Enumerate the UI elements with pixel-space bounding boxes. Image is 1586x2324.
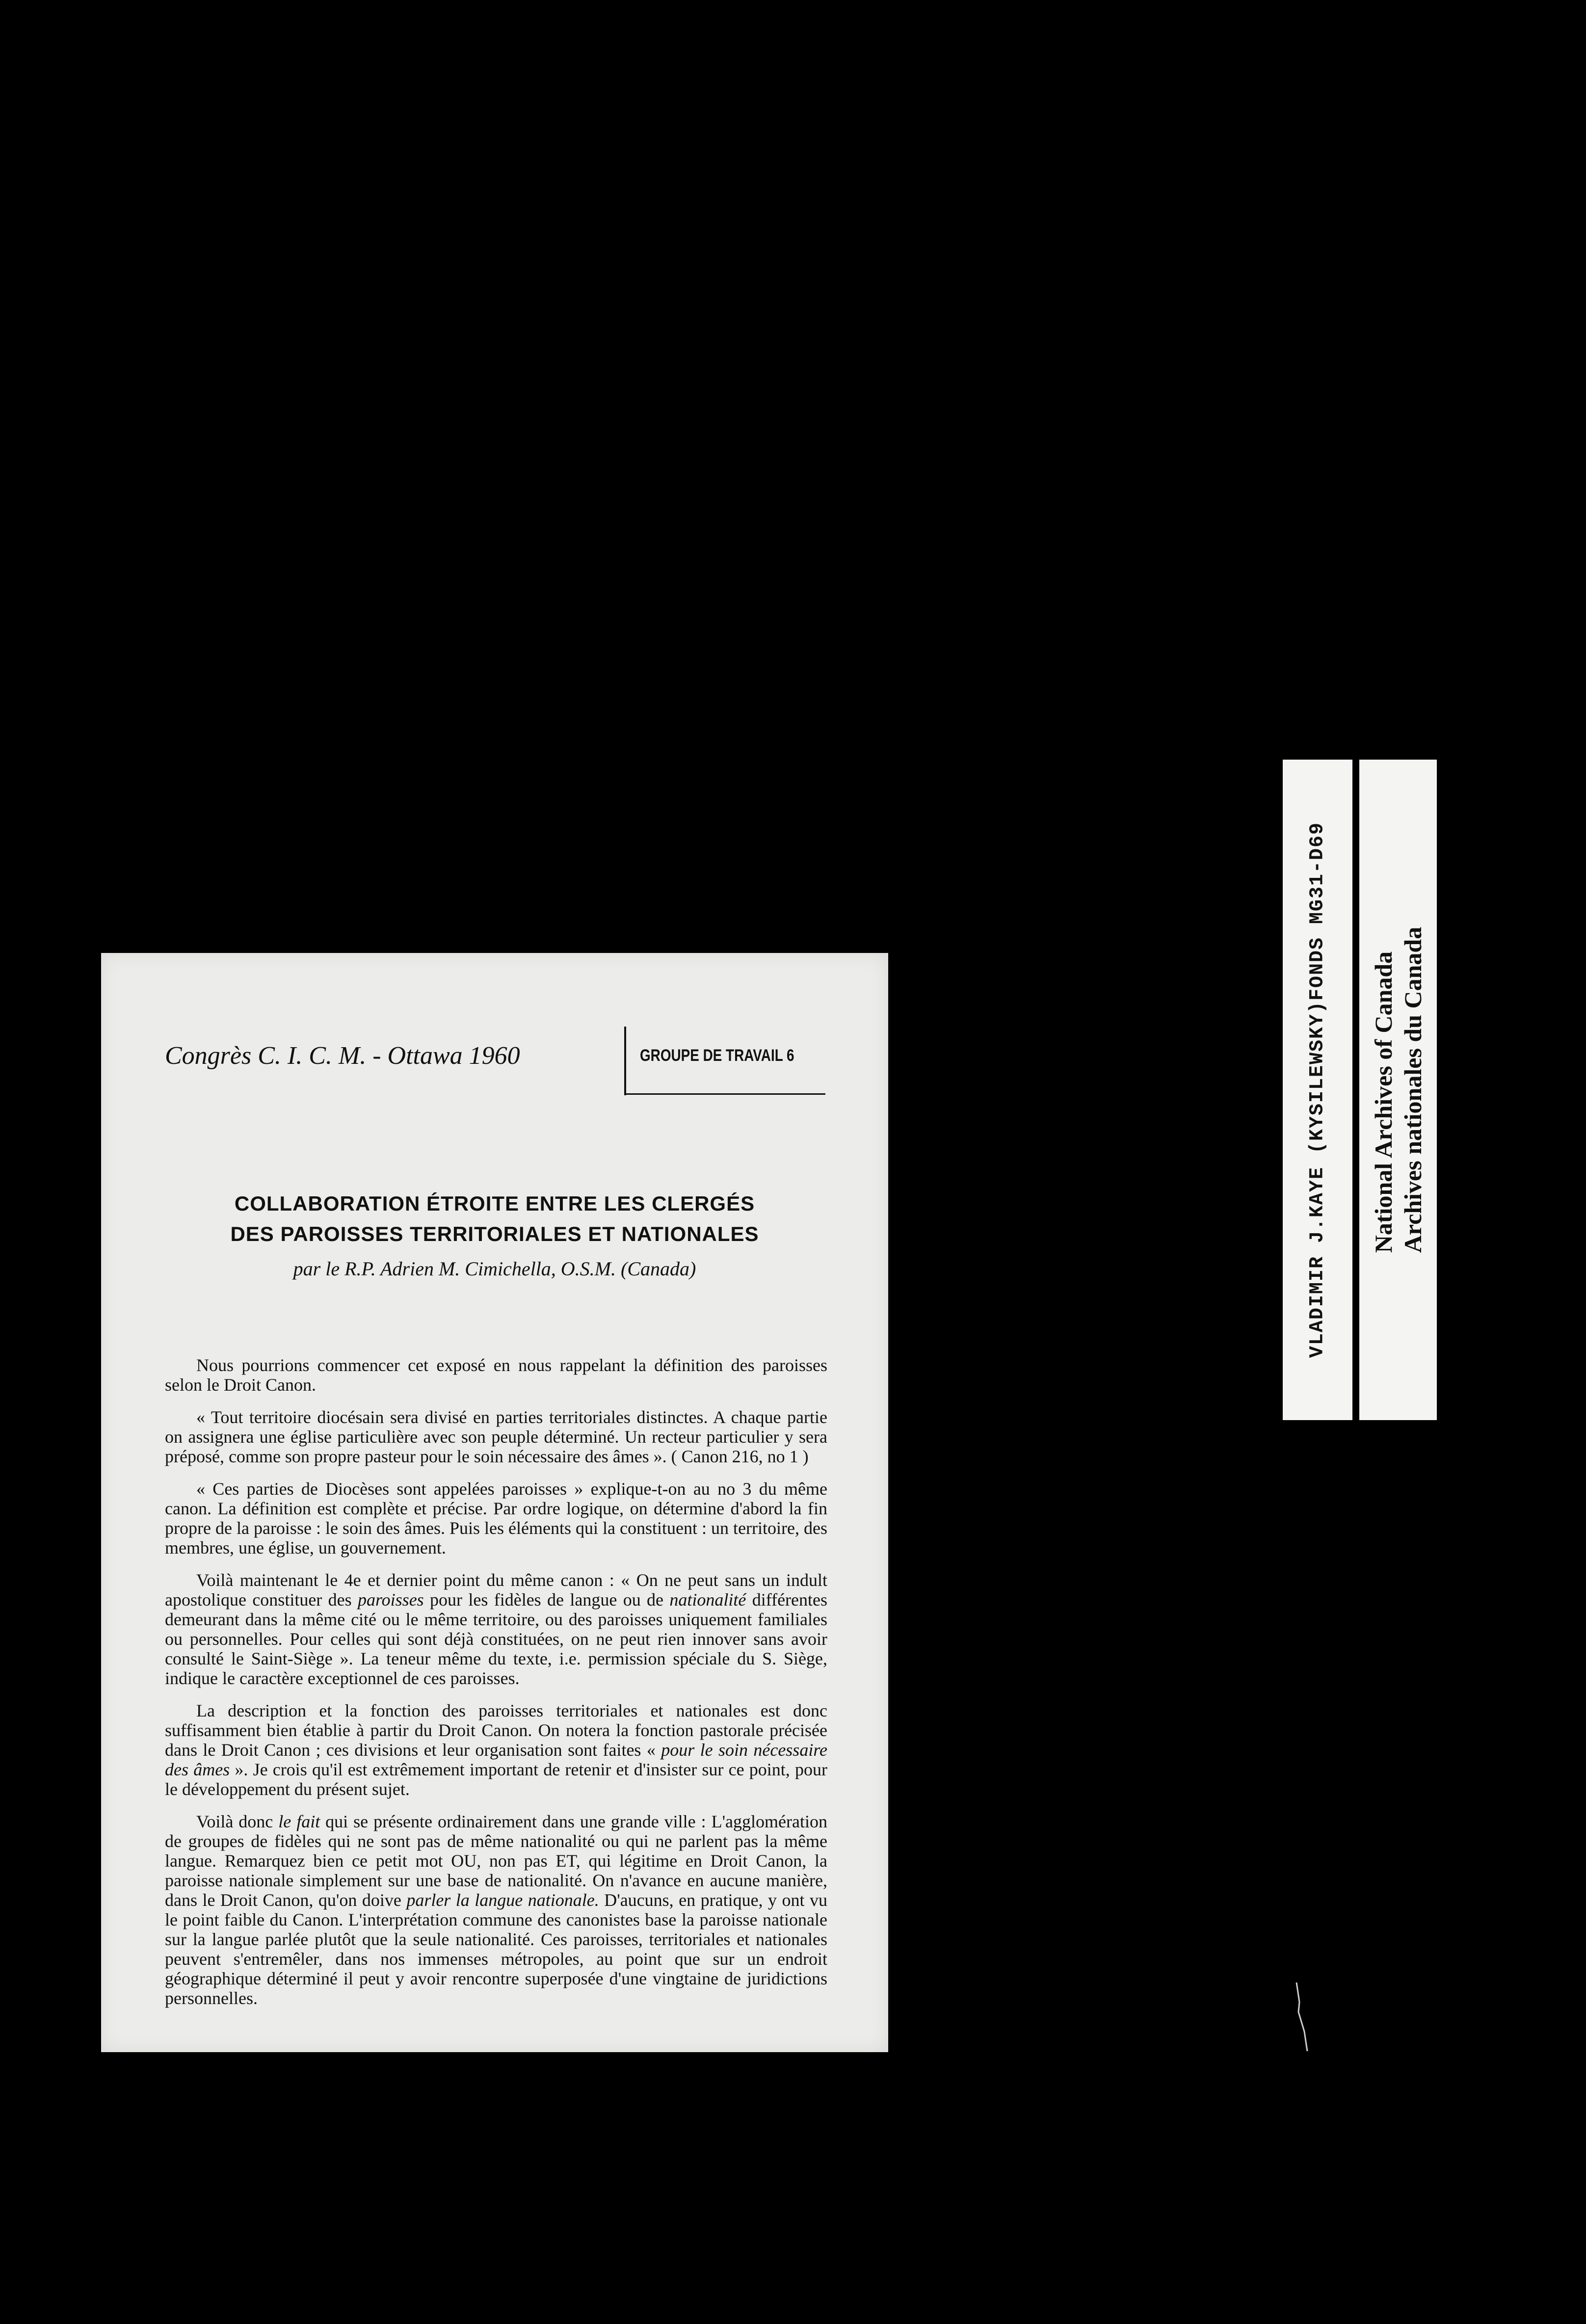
header-divider — [624, 1027, 626, 1095]
archives-label — [1359, 760, 1437, 1420]
paragraph-4 — [165, 1570, 827, 1688]
text-run: Voilà maintenant le 4e et dernier point du même canon : « On ne peut sans un indult apostolique constituer des — [165, 1570, 827, 1610]
italic-run: le fait — [278, 1812, 320, 1831]
conference-heading: Congrès C. I. C. M. - Ottawa 1960 — [165, 1042, 520, 1070]
text-run: ». Je crois qu'il est extrêmement important de retenir et d'insister sur ce point, pour le développement du présent sujet. — [165, 1760, 827, 1799]
italic-run: parler la langue nationale. — [406, 1890, 599, 1910]
fonds-label — [1283, 760, 1352, 1420]
title-line-2: DES PAROISSES TERRITORIALES ET NATIONALES — [230, 1222, 759, 1245]
paragraph-5 — [165, 1701, 827, 1799]
italic-run: pour le soin nécessaire des âmes — [165, 1740, 827, 1779]
title-line-1: COLLABORATION ÉTROITE ENTRE LES CLERGÉS — [234, 1192, 755, 1215]
author-line: par le R.P. Adrien M. Cimichella, O.S.M. (Canada) — [293, 1258, 696, 1280]
scan-artifact-mark — [1295, 1982, 1309, 2051]
paragraph-1: Nous pourrions commencer cet exposé en nous rappelant la définition des paroisses selon le Droit Canon. — [165, 1355, 827, 1395]
text-run: qui se présente ordinairement dans une grande ville : L'agglomération de groupes de fidèles qui ne sont pas de même nationalité ou qui ne parlent pas la même langue. Remarquez bien ce petit mot OU, non pas ET, qui légitime en Droit Canon, la paroisse nationale simplement sur une base de nationalité. On n'avance en aucune manière, dans le Droit Canon, qu'on doive — [165, 1812, 827, 1910]
document-body — [165, 1355, 827, 2021]
paragraph-2: « Tout territoire diocésain sera divisé en parties territoriales distinctes. A chaque partie on assignera une église particulière avec son peuple déterminé. Un recteur particulier y sera préposé, comme son propre pasteur pour le soin nécessaire des âmes ». ( Canon 216, no 1 ) — [165, 1407, 827, 1466]
document-page — [101, 953, 888, 2052]
working-group-label: GROUPE DE TRAVAIL 6 — [640, 1046, 794, 1065]
paragraph-6 — [165, 1812, 827, 2008]
document-title — [101, 1188, 888, 1249]
archives-label-line-2: Archives nationales du Canada — [1399, 926, 1427, 1253]
text-run: D'aucuns, en pratique, y ont vu le point faible du Canon. L'interprétation commune des canonistes base la paroisse nationale sur la langue parlée plutôt que la seule nationalité. Ces paroisses, territoriales et nationales peuvent s'entremêler, dans nos immenses métropoles, au point que sur un endroit géographique déterminé il peut y avoir rencontre superposée d'une vingtaine de juridictions personnelles. — [165, 1890, 828, 2008]
page-header — [165, 1041, 827, 1077]
header-underline — [624, 1093, 825, 1095]
fonds-label-text: VLADIMIR J.KAYE (KYSILEWSKY)FONDS MG31-D69 — [1306, 821, 1329, 1358]
text-run: différentes demeurant dans la même cité ou le même territoire, ou des paroisses uniquement familiales ou personnelles. Pour celles qui sont déjà constituées, on ne peut rien innover sans avoir consulté le Saint-Siège ». La teneur même du texte, i.e. permission spéciale du S. Siège, indique le caractère exceptionnel de ces paroisses. — [165, 1590, 828, 1688]
archives-label-line-1: National Archives of Canada — [1370, 951, 1397, 1253]
text-run: Voilà donc — [196, 1812, 279, 1831]
italic-run: nationalité — [669, 1590, 746, 1610]
text-run: pour les fidèles de langue ou de — [423, 1590, 670, 1610]
archives-label-text — [1369, 927, 1427, 1253]
text-run: La description et la fonction des paroisses territoriales et nationales est donc suffisamment bien établie à partir du Droit Canon. On notera la fonction pastorale précisée dans le Droit Canon ; ces divisions et leur organisation sont faites « — [165, 1701, 827, 1760]
italic-run: paroisses — [358, 1590, 424, 1610]
paragraph-3: « Ces parties de Diocèses sont appelées paroisses » explique-t-on au no 3 du même canon. La définition est complète et précise. Par ordre logique, on détermine d'abord la fin propre de la paroisse : le soin des âmes. Puis les éléments qui la constituent : un territoire, des membres, une église, un gouvernement. — [165, 1479, 827, 1558]
